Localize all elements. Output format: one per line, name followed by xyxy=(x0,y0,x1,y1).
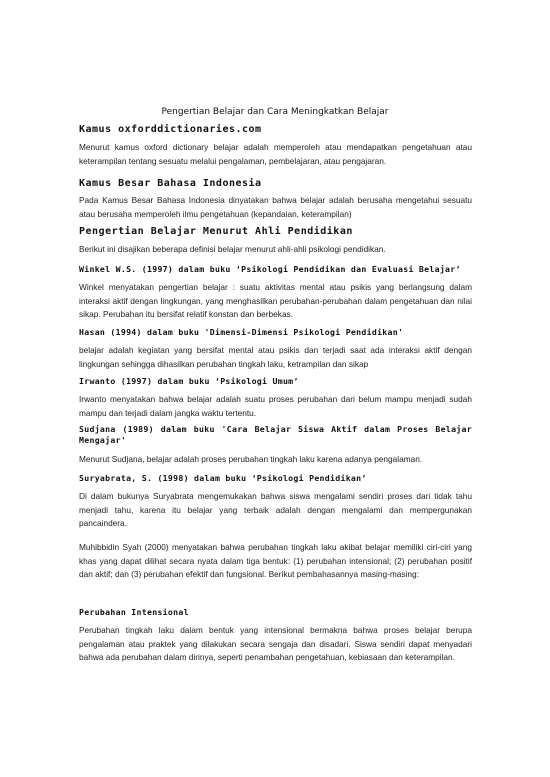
heading-sudjana: Sudjana (1989) dalam buku 'Cara Belajar Siswa Aktif dalam Proses Belajar Mengajar' xyxy=(79,424,472,445)
heading-oxford: Kamus oxforddictionaries.com xyxy=(79,124,262,135)
paragraph-oxford: Menurut kamus oxford dictionary belajar adalah memperoleh atau mendapatkan pengetahuan atau keterampilan tentang sesuatu melalui pengalaman, pembelajaran, atau pengajaran. xyxy=(79,142,472,166)
paragraph-kbbi: Pada Kamus Besar Bahasa Indonesia dinyatakan bahwa belajar adalah berusaha mengetahui sesuatu atau berusaha memperoleh ilmu pengetahuan (kepandaian, keterampilan) xyxy=(79,195,472,219)
heading-kbbi: Kamus Besar Bahasa Indonesia xyxy=(79,178,262,189)
heading-ahli: Pengertian Belajar Menurut Ahli Pendidikan xyxy=(79,226,353,237)
paragraph-irwanto: Irwanto menyatakan bahwa belajar adalah suatu proses perubahan dari belum mampu menjadi sudah mampu dan terjadi dalam jangka waktu tertentu. xyxy=(79,394,472,418)
heading-suryabrata: Suryabrata, S. (1998) dalam buku ‘Psikologi Pendidikan’ xyxy=(79,473,367,483)
heading-intensional: Perubahan Intensional xyxy=(79,607,189,617)
heading-winkel: Winkel W.S. (1997) dalam buku ‘Psikologi Pendidikan dan Evaluasi Belajar’ xyxy=(79,264,461,274)
paragraph-syah: Muhibbidin Syah (2000) menyatakan bahwa perubahan tingkah laku akibat belajar memiliki ciri-ciri yang khas yang dapat dilihat secara nyata dalam tiga bentuk: (1) perubahan intensional; (2) perubahan positif dan aktif; dan (3) perubahan efektif dan fungsional. Berikut pembahasannya masing-masing: xyxy=(79,542,472,580)
paragraph-winkel: Winkel menyatakan pengertian belajar : suatu aktivitas mental atau psikis yang berlangsung dalam interaksi aktif dengan lingkungan, yang menghasilkan perubahan-perubahan dalam pengetahuan dan nilai sikap. Perubahan itu bersifat relatif konstan dan berbekas. xyxy=(79,282,472,320)
paragraph-suryabrata: Di dalam bukunya Suryabrata mengemukakan bahwa siswa mengalami sendiri proses dari tidak tahu menjadi tahu, karena itu belajar yang terbaik adalah dengan mengalami dan mempergunakan pancaindera. xyxy=(79,491,472,529)
heading-irwanto: Irwanto (1997) dalam buku ‘Psikologi Umum’ xyxy=(79,376,299,386)
paragraph-ahli: Berikut ini disajikan beberapa definisi belajar menurut ahli-ahli psikologi pendidikan. xyxy=(79,244,386,254)
paragraph-intensional: Perubahan tingkah laku dalam bentuk yang intensional bermakna bahwa proses belajar berupa pengalaman atau praktek yang dilakukan secara sengaja dan disadari. Siswa sendiri dapat menyadari bahwa ada perubahan dalam dirinya, seperti penambahan pengetahuan, kebiasaan dan keterampilan. xyxy=(79,625,472,663)
paragraph-hasan: belajar adalah kegiatan yang bersifat mental atau psikis dan terjadi saat ada interaksi aktif dengan lingkungan sehingga dihasilkan perubahan tingkah laku, ketrampilan dan sikap xyxy=(79,345,472,369)
heading-hasan: Hasan (1994) dalam buku 'Dimensi-Dimensi Psikologi Pendidikan' xyxy=(79,327,404,337)
document-title: Pengertian Belajar dan Cara Meningkatkan Belajar xyxy=(161,107,389,117)
paragraph-sudjana: Menurut Sudjana, belajar adalah proses perubahan tingkah laku karena adanya pengalaman. xyxy=(79,454,423,464)
